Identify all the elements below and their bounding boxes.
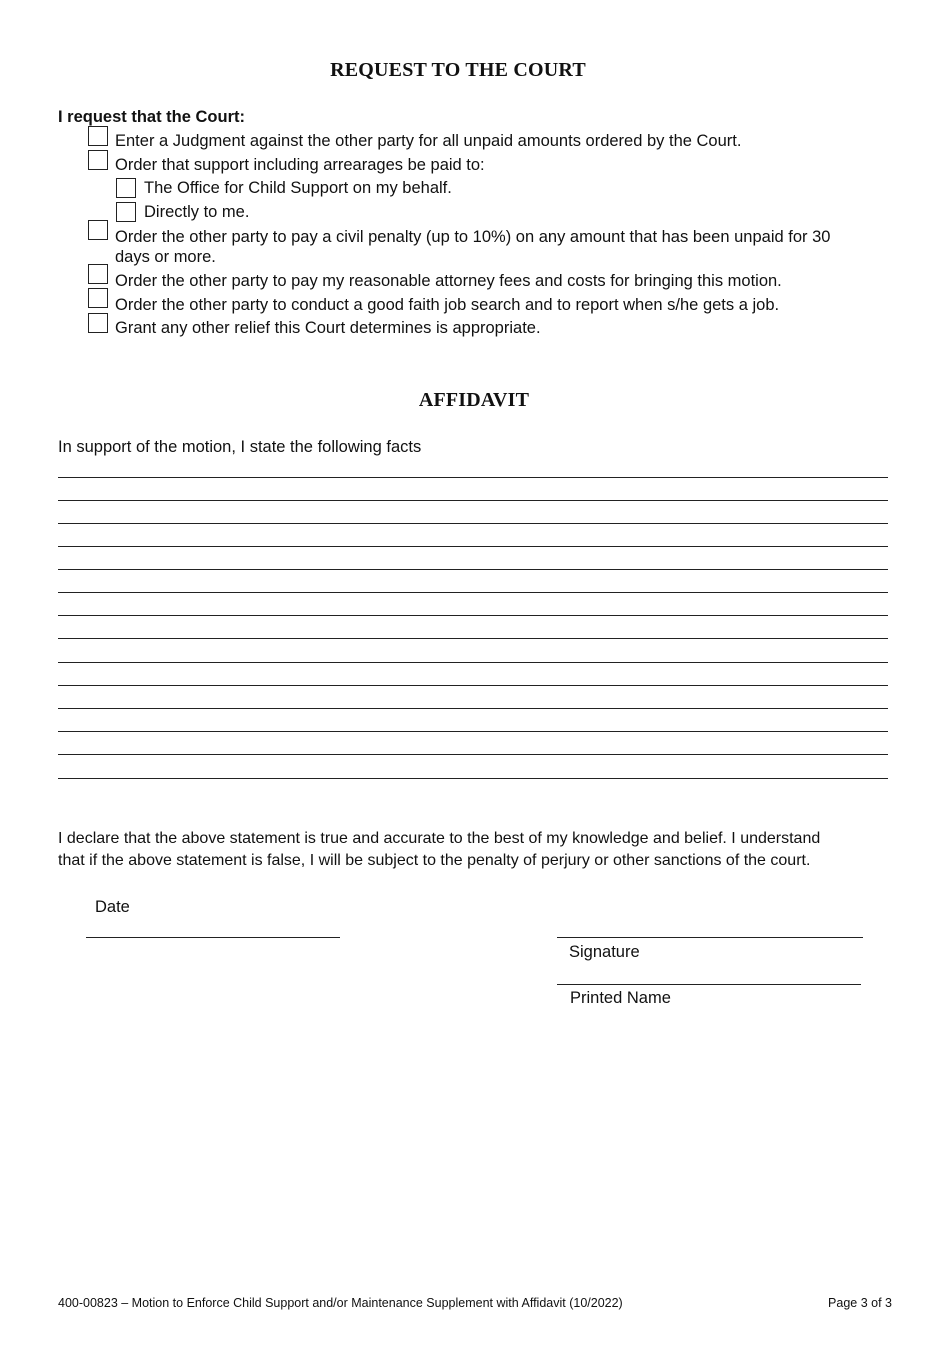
fact-line[interactable] (58, 546, 888, 547)
footer-form-id: 400-00823 – Motion to Enforce Child Support and/or Maintenance Supplement with Affidavit (10/2022) (58, 1296, 623, 1310)
office-child-support-checkbox[interactable] (116, 178, 136, 198)
request-section-title: REQUEST TO THE COURT (330, 59, 586, 81)
printed-name-line[interactable] (557, 984, 861, 985)
signature-line[interactable] (557, 937, 863, 938)
judgment-option-label: Enter a Judgment against the other party for all unpaid amounts ordered by the Court. (115, 132, 742, 150)
declaration-text-line2: that if the above statement is false, I will be subject to the penalty of perjury or other sanctions of the court. (58, 852, 811, 869)
signature-label: Signature (569, 943, 640, 961)
support-payment-checkbox[interactable] (88, 150, 108, 170)
job-search-checkbox[interactable] (88, 288, 108, 308)
fact-line[interactable] (58, 523, 888, 524)
judgment-checkbox[interactable] (88, 126, 108, 146)
directly-to-me-checkbox[interactable] (116, 202, 136, 222)
fact-line[interactable] (58, 569, 888, 570)
other-relief-label: Grant any other relief this Court determines is appropriate. (115, 319, 541, 337)
directly-to-me-label: Directly to me. (144, 203, 250, 221)
fact-line[interactable] (58, 638, 888, 639)
fact-line[interactable] (58, 754, 888, 755)
date-line[interactable] (86, 937, 340, 938)
fact-line[interactable] (58, 778, 888, 779)
job-search-label: Order the other party to conduct a good faith job search and to report when s/he gets a job. (115, 296, 780, 314)
printed-name-label: Printed Name (570, 989, 671, 1007)
civil-penalty-label: Order the other party to pay a civil penalty (up to 10%) on any amount that has been unpaid for 30 (115, 228, 831, 246)
civil-penalty-label-continued: days or more. (115, 248, 216, 266)
attorney-fees-label: Order the other party to pay my reasonable attorney fees and costs for bringing this motion. (115, 272, 782, 290)
fact-line[interactable] (58, 615, 888, 616)
fact-line[interactable] (58, 685, 888, 686)
date-label: Date (95, 898, 130, 916)
civil-penalty-checkbox[interactable] (88, 220, 108, 240)
request-intro: I request that the Court: (58, 108, 246, 126)
fact-line[interactable] (58, 708, 888, 709)
support-payment-option-label: Order that support including arrearages be paid to: (115, 156, 485, 174)
attorney-fees-checkbox[interactable] (88, 264, 108, 284)
declaration-text-line1: I declare that the above statement is true and accurate to the best of my knowledge and belief. I understand (58, 830, 821, 847)
fact-line[interactable] (58, 477, 888, 478)
affidavit-intro: In support of the motion, I state the following facts (58, 438, 422, 456)
affidavit-section-title: AFFIDAVIT (418, 389, 530, 411)
fact-line[interactable] (58, 500, 888, 501)
fact-line[interactable] (58, 731, 888, 732)
office-child-support-label: The Office for Child Support on my behalf. (144, 179, 452, 197)
other-relief-checkbox[interactable] (88, 313, 108, 333)
fact-line[interactable] (58, 592, 888, 593)
fact-line[interactable] (58, 662, 888, 663)
footer-page-number: Page 3 of 3 (828, 1296, 892, 1310)
